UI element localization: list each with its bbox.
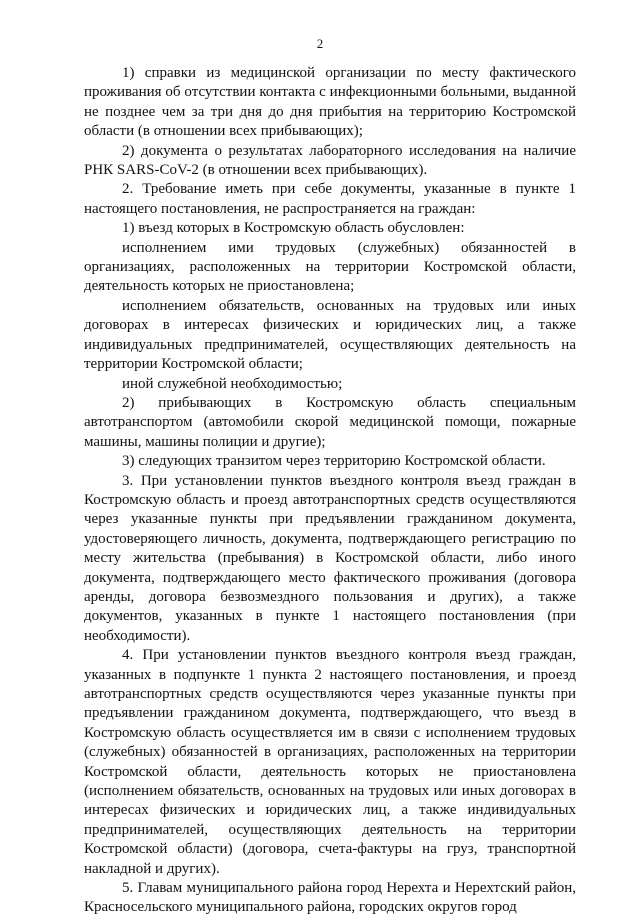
page-number: 2	[316, 36, 324, 51]
paragraph-contract-obligations: исполнением обязательств, основанных на трудовых или иных договорах в интересах физических и юридических лиц, а также индивидуальных предпринимателей, осуществляющих деятельность на территории Костромской области;	[84, 297, 576, 373]
paragraph-section-2: 2. Требование иметь при себе документы, указанные в пункте 1 настоящего постановления, не распространяется на граждан:	[84, 181, 576, 217]
paragraph-section-5: 5. Главам муниципального района город Нерехта и Нерехтский район, Красносельского муниципального района, городских округов город	[84, 880, 576, 916]
paragraph-official-necessity: иной служебной необходимостью;	[122, 375, 343, 392]
paragraph-section-2-item-3: 3) следующих транзитом через территорию Костромской области.	[122, 453, 546, 470]
paragraph-section-2-item-1: 1) въезд которых в Костромскую область обусловлен:	[122, 220, 465, 237]
document-body	[84, 64, 576, 918]
paragraph-labor-duties: исполнением ими трудовых (служебных) обязанностей в организациях, расположенных на территории Костромской области, деятельность которых не приостановлена;	[84, 239, 576, 295]
paragraph-section-3: 3. При установлении пунктов въездного контроля въезд граждан в Костромскую область и проезд автотранспортных средств осуществляются через указанные пункты при предъявлении гражданином документа, удостоверяющего личность, документа, подтверждающего регистрацию по месту жительства (пребывания) в Костромской области, либо иного документа, подтверждающего место фактического проживания (договора аренды, договора безвозмездного пользования и других), а также документов, указанных в пункте 1 настоящего постановления (при необходимости).	[84, 472, 576, 644]
paragraph-section-2-item-2: 2) прибывающих в Костромскую область специальным автотранспортом (автомобили скорой медицинской помощи, пожарные машины, машины полиции и другие);	[84, 394, 576, 450]
paragraph-item-1-medical-certificate: 1) справки из медицинской организации по месту фактического проживания об отсутствии контакта с инфекционными больными, выданной не позднее чем за три дня до дня прибытия на территорию Костромской области (в отношении всех прибывающих);	[84, 65, 576, 140]
paragraph-item-2-lab-test: 2) документа о результатах лабораторного исследования на наличие РНК SARS-CoV-2 (в отношении всех прибывающих).	[84, 142, 576, 179]
paragraph-section-4: 4. При установлении пунктов въездного контроля въезд граждан, указанных в подпункте 1 пункта 2 настоящего постановления, и проезд автотранспортных средств осуществляются через указанные пункты при предъявлении гражданином документа, подтверждающего, что въезд в Костромскую область осуществляется им в связи с исполнением трудовых (служебных) обязанностей в организациях, расположенных на территории Костромской области, деятельность которых не приостановлена (исполнением обязательств, основанных на трудовых или иных договорах в интересах физических и юридических лиц, а также индивидуальных предпринимателей, осуществляющих деятельность на территории Костромской области) (договора, счета-фактуры на груз, транспортной накладной и других).	[84, 647, 576, 877]
